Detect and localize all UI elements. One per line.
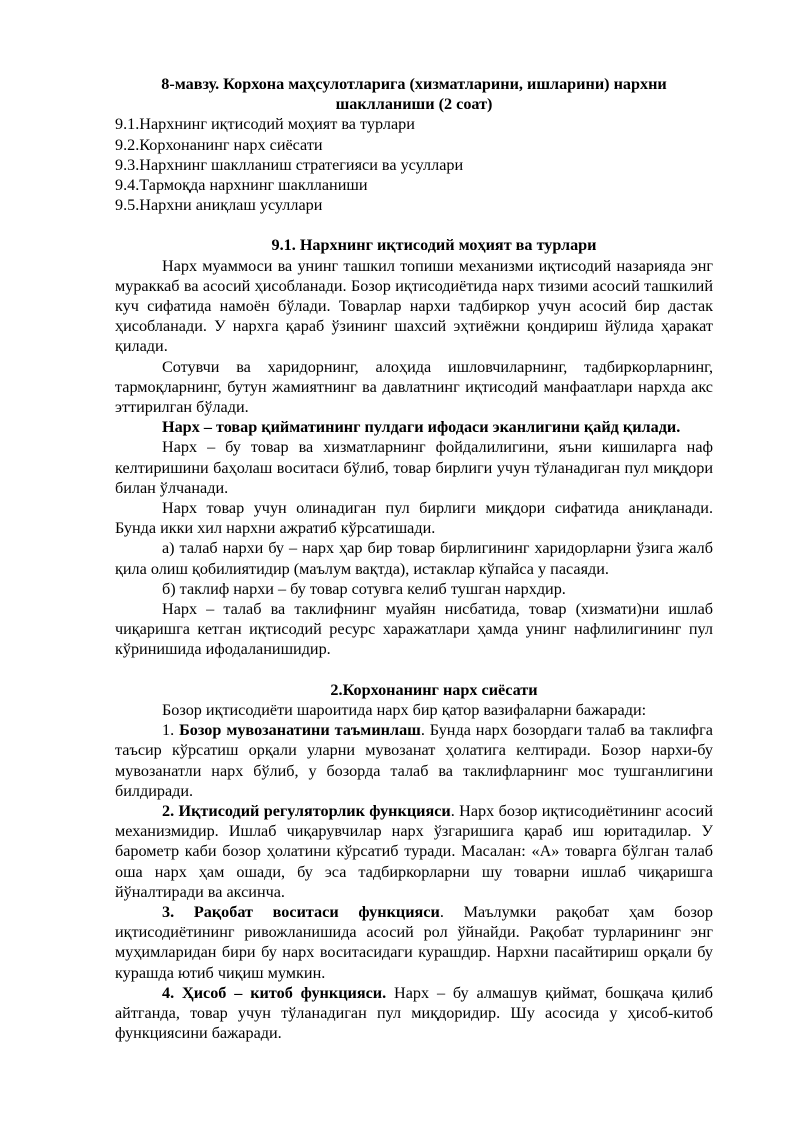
item-text: . Бунда нарх бозордаги талаб ва таклифга таъсир кўрсатиш орқали уларни мувозанат ҳолатига келтиради. Бозор нархи-бу мувозанатли нарх бўлиб, у бозорда талаб ва таклифларнинг мос тушганлигини билдиради. [115, 721, 713, 800]
paragraph: Нарх – талаб ва таклифнинг муайян нисбатида, товар (хизмати)ни ишлаб чиқаришга кетган иқтисодий ресурс харажатлари ҳамда унинг нафлилигининг пул кўринишида ифодаланишидир. [115, 600, 713, 659]
paragraph: Бозор иқтисодиёти шароитида нарх бир қатор вазифаларни бажаради: [162, 700, 647, 719]
toc-item: 9.4.Тармоқда нархнинг шаклланиши [115, 176, 368, 195]
toc-item: 9.5.Нархни аниқлаш усуллари [115, 196, 323, 215]
table-of-contents [115, 114, 713, 215]
paragraph-bold: Нарх – товар қийматининг пулдаги ифодаси эканлигини қайд қилади. [162, 418, 681, 437]
item-number: 3. [162, 902, 175, 921]
section-heading: 2.Корхонанинг нарх сиёсати [330, 680, 538, 699]
item-bold-title: Рақобат воситаси функцияси [193, 902, 440, 921]
section-heading: 9.1. Нархнинг иқтисодий моҳият ва турлари [271, 236, 597, 255]
function-item [115, 801, 713, 902]
function-item [115, 902, 713, 983]
toc-item: 9.1.Нархнинг иқтисодий моҳият ва турлари [115, 115, 415, 134]
paragraph: Нарх товар учун олинадиган пул бирлиги миқдори сифатида аниқланади. Бунда икки хил нархни ажратиб кўрсатишади. [115, 499, 713, 538]
spacer [115, 660, 713, 680]
spacer [115, 215, 713, 235]
item-bold-title: Ҳисоб – китоб функцияси. [182, 983, 387, 1002]
item-number: 4. [162, 983, 175, 1002]
item-text: . Нарх бозор иқтисодиётининг асосий механизмидир. Ишлаб чиқарувчилар нарх ўзгаришига қараб иш юритадилар. У барометр каби бозор ҳолатини кўрсатиб туради. Масалан: «А» товарга бўлган талаб оша нарх ҳам ошади, бу эса тадбиркорларни шу товарни ишлаб чиқаришга йўналтиради ва аксинча. [115, 801, 714, 901]
document-title: 8-мавзу. Корхона маҳсулотларига (хизматларини, ишларини) нархни шаклланиши (2 соат) [161, 75, 667, 114]
item-bold-title: Иқтисодий регуляторлик функцияси [178, 801, 451, 820]
paragraph: б) таклиф нархи – бу товар сотувга келиб тушган нархдир. [162, 579, 566, 598]
item-number: 1. [162, 721, 175, 740]
function-item [115, 720, 713, 801]
item-bold-title: Бозор мувозанатини таъминлаш [179, 721, 421, 740]
paragraph: а) талаб нархи бу – нарх ҳар бир товар бирлигининг харидорларни ўзига жалб қила олиш қобилиятидир (маълум вақтда), истаклар кўпайса у пасаяди. [115, 539, 713, 578]
toc-item: 9.3.Нархнинг шаклланиш стратегияси ва усуллари [115, 155, 464, 174]
paragraph: Нарх – бу товар ва хизматларнинг фойдалилигини, яъни кишиларга наф келтиришини баҳолаш воситаси бўлиб, товар бирлиги учун тўланадиган пул миқдори билан ўлчанади. [115, 438, 713, 497]
item-text: . Маълумки рақобат ҳам бозор иқтисодиётининг ривожланишида асосий рол ўйнайди. Рақобат турларининг энг муҳимларидан бири бу нарх воситасидаги курашдир. Нархни пасайтириш орқали бу курашда ютиб чиқиш мумкин. [115, 902, 713, 982]
paragraph: Сотувчи ва харидорнинг, алоҳида ишловчиларнинг, тадбиркорларнинг, тармоқларнинг, бутун жамиятнинг ва давлатнинг иқтисодий манфаатлари нархда акс эттирилган бўлади. [115, 357, 713, 417]
function-item [115, 983, 713, 1044]
item-text: Нарх – бу алмашув қиймат, бошқача қилиб айтганда, товар учун тўланадиган пул миқдоридир. Шу асосида у ҳисоб-китоб функциясини бажаради. [115, 983, 714, 1043]
item-number: 2. [162, 801, 175, 820]
toc-item: 9.2.Корхонанинг нарх сиёсати [115, 135, 323, 154]
paragraph: Нарх муаммоси ва унинг ташкил топиши механизми иқтисодий назарияда энг мураккаб ва асосий ҳисобланади. Бозор иқтисодиётида нарх тизими асосий ташкилий куч сифатида намоён бўлади. Товарлар нархи тадбиркор учун асосий бир дастак ҳисобланади. У нархга қараб ўзининг шахсий эҳтиёжни қондириш йўлида ҳаракат қилади. [115, 256, 713, 356]
